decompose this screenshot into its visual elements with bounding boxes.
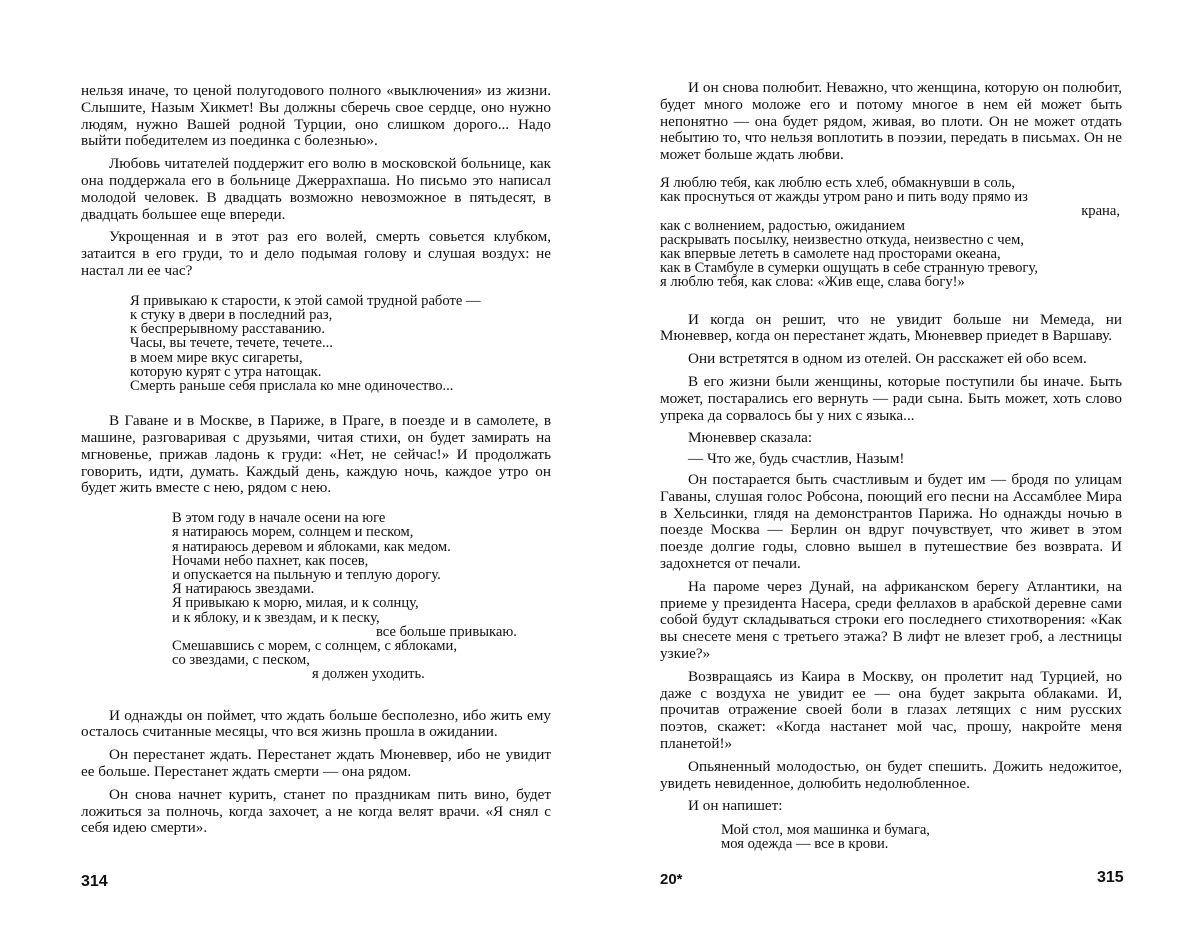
paragraph: Укрощенная и в этот раз его волей, смерть совьется клубком, затаится в его груди, то и дело подымая голову и слушая воздух: не настал ли ее час? [81, 228, 551, 279]
poem-line: Мой стол, моя машинка и бумага, [721, 822, 930, 839]
poem-line: и к яблоку, и к звездам, и к песку, [172, 609, 380, 626]
poem-stanza [660, 176, 1122, 290]
poem-stanza [660, 823, 1122, 851]
poem-line: со звездами, с песком, [172, 652, 310, 669]
poem-line: Смерть раньше себя прислала ко мне одиночество... [130, 377, 454, 394]
poem-line: моя одежда — все в крови. [721, 836, 889, 853]
poem-line: Я привыкаю к старости, к этой самой трудной работе — [130, 292, 481, 309]
right-page [600, 0, 1200, 945]
page-number: 314 [81, 873, 108, 890]
paragraph: И он снова полюбит. Неважно, что женщина, которую он полюбит, будет много моложе его и потому многое в нем ей может быть непонятно — она будет рядом, живая, во плоти. Он не может отдать небытию то, что нельзя воплотить в поэзии, передать в письмах. Он не может больше ждать любви. [660, 79, 1122, 164]
poem-line: которую курят с утра натощак. [130, 363, 322, 380]
paragraph: В его жизни были женщины, которые поступили бы иначе. Быть может, постарались его вернуть — ради сына. Быть может, хоть слово упрека да сорвалось бы у них с языка... [660, 373, 1122, 424]
page-number: 315 [1097, 869, 1124, 886]
paragraph: В Гаване и в Москве, в Париже, в Праге, в поезде и в самолете, в машине, разговаривая с друзьями, читая стихи, он будет замирать на мгновенье, прижав ладонь к груди: «Нет, не сейчас!» И продолжать говорить, идти, думать. Каждый день, каждую ночь, каждое утро он будет жить вместе с нею, рядом с нею. [81, 412, 551, 497]
poem-line: я должен уходить. [312, 666, 425, 683]
poem-line: Я привыкаю к морю, милая, и к солнцу, [172, 595, 419, 612]
paragraph: И он напишет: [688, 797, 783, 815]
poem-line: Я натираюсь звездами. [172, 581, 315, 598]
right-page-text [660, 80, 1122, 864]
poem-line: я натираюсь деревом и яблоками, как медом. [172, 538, 451, 555]
poem-stanza [81, 294, 551, 393]
poem-line: я люблю тебя, как слова: «Жив еще, слава богу!» [660, 274, 965, 291]
poem-line: к беспрерывному расставанию. [130, 321, 325, 338]
poem-line: все больше привыкаю. [376, 623, 517, 640]
paragraph: Любовь читателей поддержит его волю в московской больнице, как она поддержала его в больнице Джеррахпаша. Но письмо это написал молодой человек. В двадцать возможно невозможное в пятьдесят, в двадцать большее еще впереди. [81, 155, 551, 223]
paragraph: И когда он решит, что не увидит больше ни Мемеда, ни Мюневвер, когда он перестанет ждать, Мюневвер приедет в Варшаву. [660, 310, 1122, 345]
poem-line: я натираюсь морем, солнцем и песком, [172, 524, 414, 541]
signature-mark: 20* [660, 871, 683, 888]
left-page-text [81, 83, 551, 843]
poem-line: как в Стамбуле в сумерки ощущать в себе странную тревогу, [660, 260, 1038, 277]
paragraph: Опьяненный молодостью, он будет спешить. Дожить недожитое, увидеть невиденное, долюбить недолюбленное. [660, 757, 1122, 792]
poem-line: В этом году в начале осени на юге [172, 510, 386, 527]
poem-line: Я люблю тебя, как люблю есть хлеб, обмакнувши в соль, [660, 174, 1016, 191]
poem-line: и опускается на пыльную и теплую дорогу. [172, 566, 441, 583]
poem-stanza [81, 511, 551, 681]
poem-line: Часы, вы течете, течете, течете... [130, 335, 333, 352]
paragraph: Он постарается быть счастливым и будет им — бродя по улицам Гаваны, слушая голос Робсона, поющий его песни на Ассамблее Мира в Хельсинки, глядя на демонстрантов Парижа. Но однажды ночью в поезде Москва — Берлин он вдруг почувствует, что живет в этом поезде долгие годы, словно вышел в путешествие без возврата. И задохнется от печали. [660, 470, 1122, 572]
paragraph: — Что же, будь счастлив, Назым! [688, 450, 905, 468]
poem-line: к стуку в двери в последний раз, [130, 306, 333, 323]
paragraph: Он снова начнет курить, станет по праздникам пить вино, будет ложиться за полночь, когда захочет, а не когда велят врачи. «Я снял с себя идею смерти». [81, 785, 551, 837]
paragraph: На пароме через Дунай, на африканском берегу Атлантики, на приеме у президента Насера, среди феллахов в арабской деревне сами собой будут складываться строки его последнего стихотворения: «Как вы снесете меня с третьего этажа? В лифт не влезет гроб, а лестницы узкие?» [660, 577, 1122, 662]
poem-line: как с волнением, радостью, ожиданием [660, 217, 905, 234]
poem-line: Ночами небо пахнет, как посев, [172, 552, 369, 569]
paragraph: нельзя иначе, то ценой полугодового полного «выключения» из жизни. Слышите, Назым Хикмет! Вы должны сберечь свое сердце, оно нужно людям, нужно Вашей родной Турции, оно слишком дорого... Надо выйти победителем из поединка с болезнью». [81, 82, 551, 150]
paragraph: И однажды он поймет, что ждать больше бесполезно, ибо жить ему осталось считанные месяцы, что вся жизнь прошла в ожидании. [81, 706, 551, 741]
poem-line: в моем мире вкус сигареты, [130, 349, 303, 366]
poem-line: Смешавшись с морем, с солнцем, с яблоками, [172, 638, 457, 654]
poem-line: крана, [1081, 203, 1120, 220]
poem-line: как впервые лететь в самолете над просторами океана, [660, 246, 1001, 262]
paragraph: Он перестанет ждать. Перестанет ждать Мюневвер, ибо не увидит ее больше. Перестанет ждать смерти — она рядом. [81, 746, 551, 780]
paragraph: Они встретятся в одном из отелей. Он расскажет ей обо всем. [688, 350, 1087, 368]
paragraph: Возвращаясь из Каира в Москву, он пролетит над Турцией, но даже с воздуха не увидит ее — она будет закрыта облаками. И, прочитав отражение своей боли в глазах летящих с ним русских поэтов, скажет: «Когда настанет мой час, прошу, накройте меня планетой!» [660, 667, 1122, 752]
poem-line: раскрывать посылку, неизвестно откуда, неизвестно с чем, [660, 231, 1024, 248]
poem-line: как проснуться от жажды утром рано и пить воду прямо из [660, 189, 1028, 206]
paragraph: Мюневвер сказала: [688, 429, 813, 447]
